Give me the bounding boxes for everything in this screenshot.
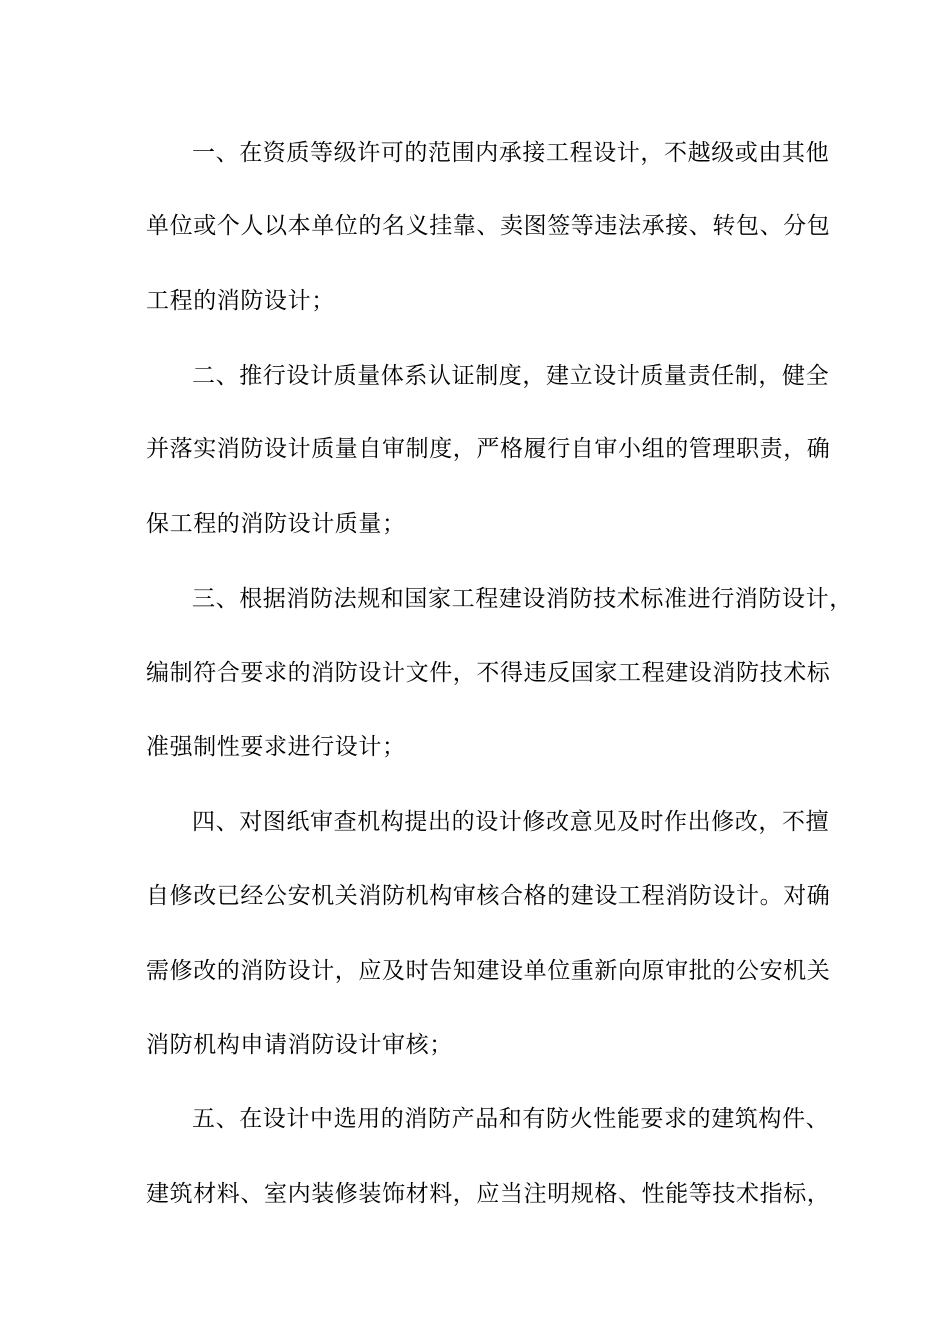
paragraph-2-line-3: 保工程的消防设计质量； [146,511,406,537]
paragraph-3-line-3: 准强制性要求进行设计； [146,734,406,760]
paragraph-4-line-3: 需修改的消防设计，应及时告知建设单位重新向原审批的公安机关 [146,958,831,984]
paragraph-5-line-1: 五、在设计中选用的消防产品和有防火性能要求的建筑构件、 [192,1106,830,1132]
paragraph-4-line-4: 消防机构申请消防设计审核； [146,1032,453,1058]
paragraph-2-line-2: 并落实消防设计质量自审制度，严格履行自审小组的管理职责，确 [146,436,831,462]
paragraph-2-line-1: 二、推行设计质量体系认证制度，建立设计质量责任制，健全 [192,363,830,389]
paragraph-1-line-2: 单位或个人以本单位的名义挂靠、卖图签等违法承接、转包、分包 [146,213,831,239]
paragraph-4-line-1: 四、对图纸审查机构提出的设计修改意见及时作出修改，不擅 [192,809,830,835]
paragraph-3-line-1: 三、根据消防法规和国家工程建设消防技术标准进行消防设计， [192,586,853,612]
paragraph-3-line-2: 编制符合要求的消防设计文件，不得违反国家工程建设消防技术标 [146,660,831,686]
paragraph-5-line-2: 建筑材料、室内装修装饰材料，应当注明规格、性能等技术指标， [146,1181,831,1207]
paragraph-4-line-2: 自修改已经公安机关消防机构审核合格的建设工程消防设计。对确 [146,883,831,909]
paragraph-1-line-3: 工程的消防设计； [146,288,335,314]
paragraph-1-line-1: 一、在资质等级许可的范围内承接工程设计，不越级或由其他 [192,140,830,166]
